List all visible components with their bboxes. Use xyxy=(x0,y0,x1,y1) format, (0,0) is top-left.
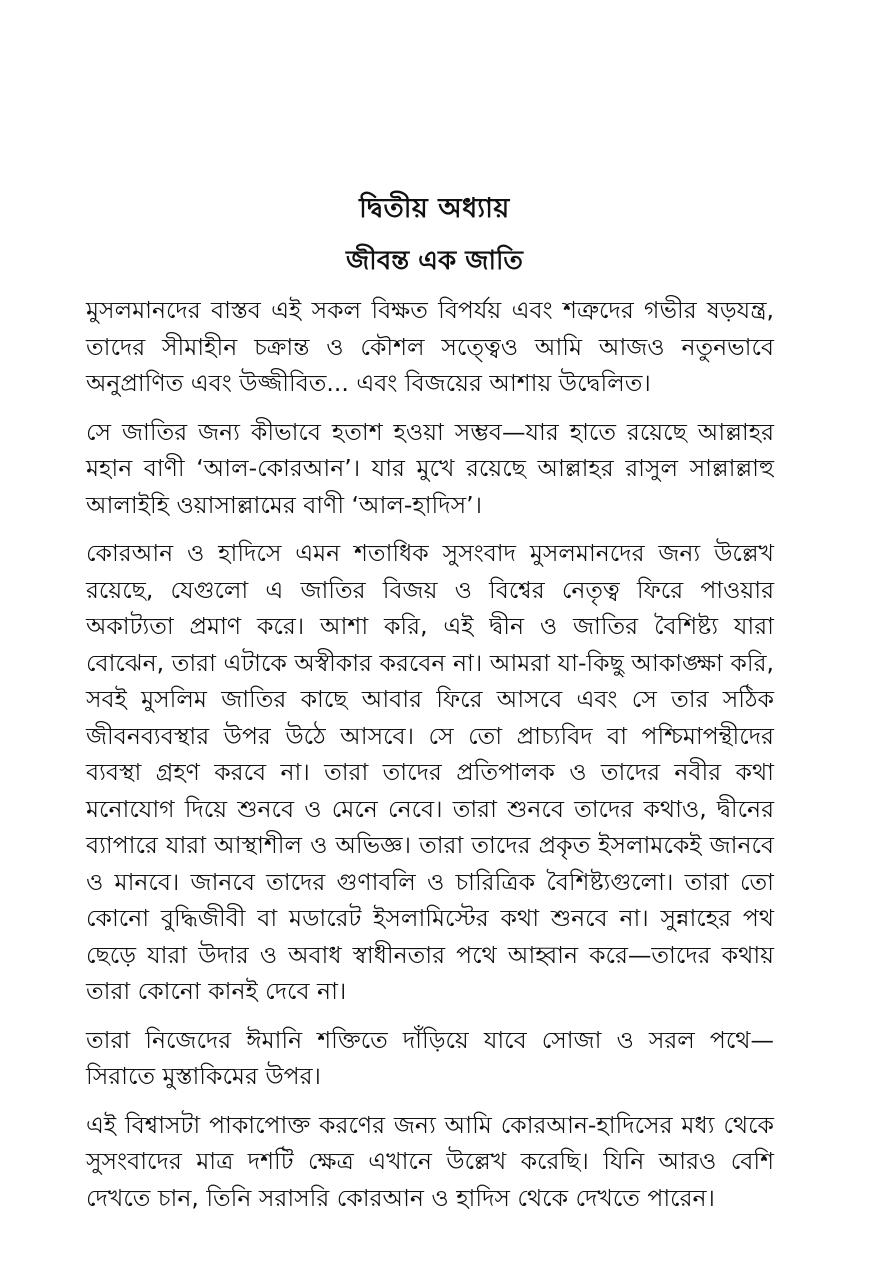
paragraph: মুসলমানদের বাস্তব এই সকল বিক্ষত বিপর্যয় এবং শত্রুদের গভীর ষড়যন্ত্র, তাদের সীমাহীন চক্রান্ত ও কৌশল সত্ত্বেও আমি আজও নতুনভাবে অনুপ্রাণিত এবং উজ্জীবিত... এবং বিজয়ের আশায় উদ্বেলিত। xyxy=(86,296,774,397)
paragraph: সে জাতির জন্য কীভাবে হতাশ হওয়া সম্ভব—যার হাতে রয়েছে আল্লাহর মহান বাণী ‘আল-কোরআন’। যার মুখে রয়েছে আল্লাহর রাসুল সাল্লাল্লাহু আলাইহি ওয়াসাল্লামের বাণী ‘আল-হাদিস’। xyxy=(86,417,774,519)
body-text xyxy=(86,292,774,1228)
paragraph: তারা নিজেদের ঈমানি শক্তিতে দাঁড়িয়ে যাবে সোজা ও সরল পথে—সিরাতে মুস্তাকিমের উপর। xyxy=(86,1025,774,1090)
paragraph: এই বিশ্বাসটা পাকাপোক্ত করণের জন্য আমি কোরআন-হাদিসের মধ্য থেকে সুসংবাদের মাত্র দশটি ক্ষেত্র এখানে উল্লেখ করেছি। যিনি আরও বেশি দেখতে চান, তিনি সরাসরি কোরআন ও হাদিস থেকে দেখতে পারেন। xyxy=(86,1110,774,1212)
paragraph: কোরআন ও হাদিসে এমন শতাধিক সুসংবাদ মুসলমানদের জন্য উল্লেখ রয়েছে, যেগুলো এ জাতির বিজয় ও বিশ্বের নেতৃত্ব ফিরে পাওয়ার অকাট্যতা প্রমাণ করে। আশা করি, এই দ্বীন ও জাতির বৈশিষ্ট্য যারা বোঝেন, তারা এটাকে অস্বীকার করবেন না। আমরা যা-কিছু আকাঙ্ক্ষা করি, সবই মুসলিম জাতির কাছে আবার ফিরে আসবে এবং সে তার সঠিক জীবনব্যবস্থার উপর উঠে আসবে। সে তো প্রাচ্যবিদ বা পশ্চিমাপন্থীদের ব্যবস্থা গ্রহণ করবে না। তারা তাদের প্রতিপালক ও তাদের নবীর কথা মনোযোগ দিয়ে শুনবে ও মেনে নেবে। তারা শুনবে তাদের কথাও, দ্বীনের ব্যাপারে যারা আস্থাশীল ও অভিজ্ঞ। তারা তাদের প্রকৃত ইসলামকেই জানবে ও মানবে। জানবে তাদের গুণাবলি ও চারিত্রিক বৈশিষ্ট্যগুলো। তারা তো কোনো বুদ্ধিজীবী বা মডারেট ইসলামিস্টের কথা শুনবে না। সুন্নাহের পথ ছেড়ে যারা উদার ও অবাধ স্বাধীনতার পথে আহ্বান করে—তাদের কথায় তারা কোনো কানই দেবে না। xyxy=(86,539,774,1005)
chapter-title: দ্বিতীয় অধ্যায় xyxy=(359,193,510,224)
chapter-subtitle: জীবন্ত এক জাতি xyxy=(346,246,523,276)
